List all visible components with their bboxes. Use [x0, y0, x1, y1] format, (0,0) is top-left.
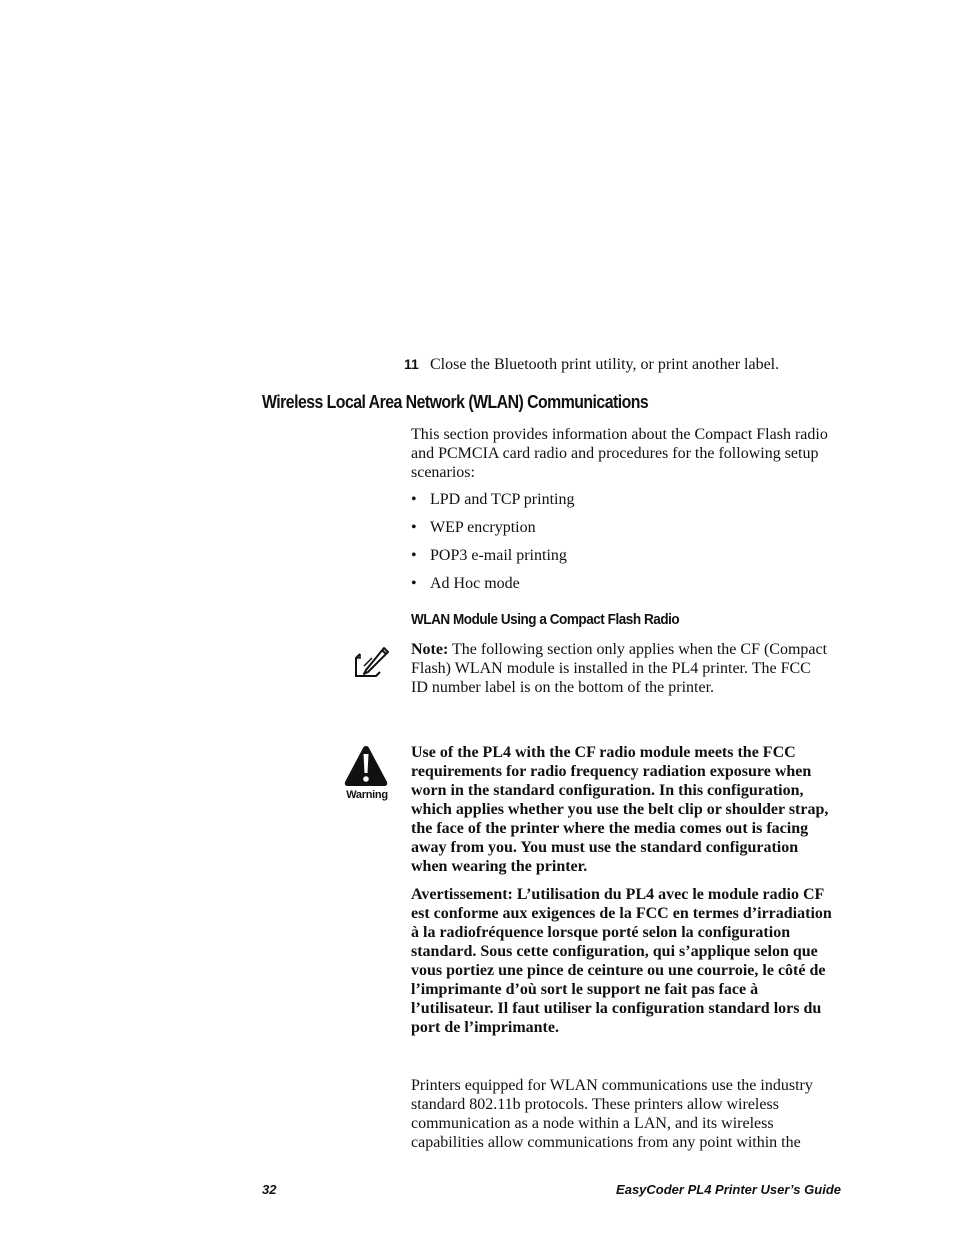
step-11	[404, 355, 779, 374]
step-number: 11	[404, 356, 419, 372]
list-item: • POP3 e-mail printing	[411, 547, 567, 564]
warning-text-english: Use of the PL4 with the CF radio module meets the FCC requirements for radio frequency radiation exposure when worn in the standard configuration. In this configuration, which applies whether you use the belt clip or shoulder strap, the face of the printer where the media comes out is facing away from you. You must use the standard configuration when wearing the printer.	[411, 744, 829, 875]
page-number: 32	[262, 1182, 277, 1197]
note-text: The following section only applies when the CF (Compact Flash) WLAN module is installed in the PL4 printer. The FCC ID number label is on the bottom of the printer.	[411, 641, 828, 696]
guide-title: EasyCoder PL4 Printer User’s Guide	[616, 1182, 841, 1197]
section-heading: Wireless Local Area Network (WLAN) Communications	[262, 392, 649, 412]
subheading: WLAN Module Using a Compact Flash Radio	[411, 611, 680, 628]
note-label: Note:	[411, 641, 449, 658]
wlan-paragraph: Printers equipped for WLAN communications use the industry standard 802.11b protocols. These printers allow wireless communication as a node within a LAN, and its wireless capabilities allow communications from any point within the	[411, 1077, 813, 1151]
scenario-list	[411, 490, 574, 602]
warning-text-french: Avertissement: L’utilisation du PL4 avec le module radio CF est conforme aux exigences de la FCC en termes d’irradiation à la radiofréquence lorsque porté selon la configuration standard. Sous cette configuration, qui s’applique selon que vous portiez une pince de ceinture ou une courroie, le côté de l’imprimante d’où sort le support ne fait pas face à l’utilisateur. Il faut utiliser la configuration standard lors du port de l’imprimante.	[411, 886, 832, 1036]
list-item: • WEP encryption	[411, 519, 536, 536]
note-pencil-icon	[352, 640, 392, 680]
list-item: • Ad Hoc mode	[411, 575, 520, 592]
warning-triangle-icon	[343, 744, 389, 788]
warning-label: Warning	[346, 789, 388, 801]
intro-paragraph: This section provides information about the Compact Flash radio and PCMCIA card radio and procedures for the following setup scenarios:	[411, 426, 828, 481]
list-item: • LPD and TCP printing	[411, 491, 575, 508]
step-text: Close the Bluetooth print utility, or print another label.	[430, 356, 780, 373]
note-paragraph	[411, 640, 831, 697]
